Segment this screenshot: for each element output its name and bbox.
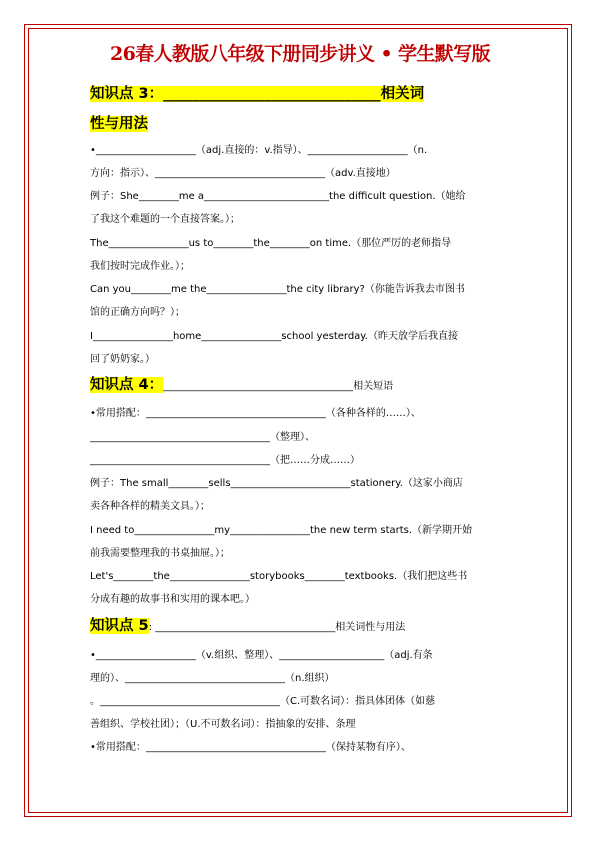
exercise-line: 卖各种各样的精美文具。）； (90, 501, 210, 512)
exercise-line: 了我这个难题的一个直接答案。）； (90, 214, 240, 225)
exercise-line: 馆的正确方向吗？）； (90, 307, 185, 318)
exercise-line: I________________home________________school yesterday.（昨天放学后我直接 (90, 331, 458, 342)
worksheet-title: 26春人教版八年级下册同步讲义 • 学生默写版 (109, 43, 490, 65)
exercise-line: Can you________me the________________the city library?（你能告诉我去市图书 (90, 284, 465, 295)
exercise-line: 例子：The small________sells________________________stationery.（这家小商店 (90, 478, 463, 489)
section-heading-label: 性与用法 (90, 116, 148, 132)
section-heading-label: 知识点 5 (90, 618, 149, 634)
exercise-line: 回了奶奶家。） (90, 354, 155, 365)
section-heading-label: 知识点 3： (90, 86, 164, 102)
worksheet-content (90, 38, 510, 72)
exercise-line: 理的）、________________________________（n.组织） (90, 673, 335, 684)
section-heading (90, 114, 148, 134)
exercise-line: •常用搭配：____________________________________（保持某物有序）、 (90, 742, 411, 753)
section-heading (90, 616, 405, 638)
exercise-line: 我们按时完成作业。）； (90, 261, 190, 272)
section-heading-blank: ______________________________________相关短语 (163, 381, 394, 392)
section-heading-blank: ______________________________相关词 (163, 86, 425, 102)
exercise-line: •____________________（adj.直接的：v.指导）、____________________（n. (90, 145, 428, 156)
section-heading (90, 84, 424, 104)
exercise-line: •____________________（v.组织、整理）、_____________________（adj.有条 (90, 650, 433, 661)
exercise-line: 分成有趣的故事书和实用的课本吧。） (90, 594, 255, 605)
exercise-line: ____________________________________（整理）、 (90, 432, 315, 443)
exercise-line: I need to________________my________________the new term starts.（新学期开始 (90, 525, 473, 536)
section-heading (90, 375, 393, 397)
section-heading-label: 知识点 4： (90, 377, 164, 393)
exercise-line: ____________________________________（把……分成……） (90, 455, 360, 466)
exercise-line: 善组织、学校社团）；（U.不可数名词）：指抽象的安排、条理 (90, 719, 356, 730)
exercise-line: The________________us to________the________on time.（那位严厉的老师指导 (90, 238, 452, 249)
exercise-line: 前我需要整理我的书桌抽屉。）； (90, 548, 230, 559)
exercise-line: 方向：指示）、__________________________________（adv.直接地） (90, 168, 396, 179)
exercise-line: Let's________the________________storybooks________textbooks.（我们把这些书 (90, 571, 468, 582)
section-heading-blank: : ____________________________________相关词性与用法 (148, 622, 406, 633)
exercise-line: 例子：She________me a_________________________the difficult question.（她给 (90, 191, 466, 202)
exercise-line: 。____________________________________（C.可数名词）：指具体团体（如慈 (90, 696, 436, 707)
exercise-line: •常用搭配：____________________________________（各种各样的……）、 (90, 408, 421, 419)
